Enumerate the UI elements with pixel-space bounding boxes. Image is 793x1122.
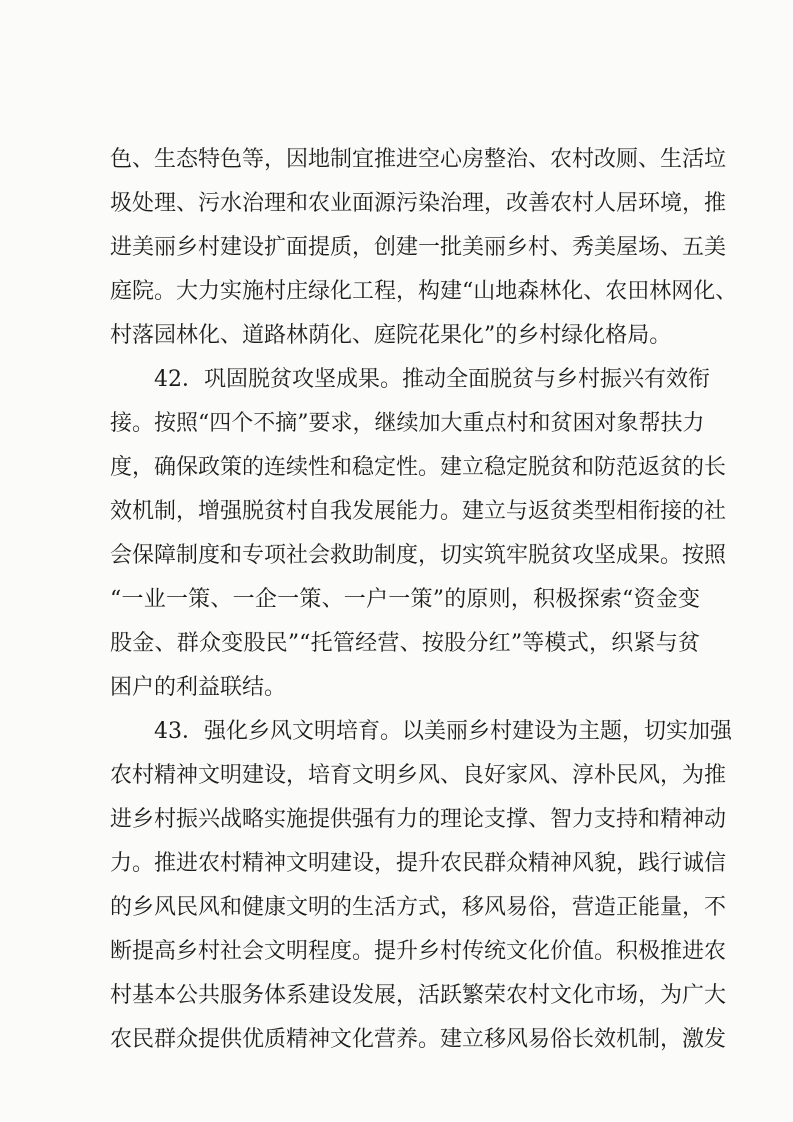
text-line: 接。按照“四个不摘”要求，继续加大重点村和贫困对象帮扶力 [110,411,705,436]
text-line: 的乡风民风和健康文明的生活方式，移风易俗，营造正能量，不 [110,895,727,920]
text-line: 农村精神文明建设，培育文明乡风、良好家风、淳朴民风，为推 [110,763,727,788]
paragraph-heading-43: 43．强化乡风文明培育。以美丽乡村建设为主题，切实加强 [154,719,732,744]
text-line: 村落园林化、道路林荫化、庭院花果化”的乡村绿化格局。 [110,323,672,348]
text-line: 股金、群众变股民”“托管经营、按股分红”等模式，织紧与贫 [110,631,700,656]
text-line: 力。推进农村精神文明建设，提升农民群众精神风貌，践行诚信 [110,851,727,876]
text-line: 庭院。大力实施村庄绿化工程，构建“山地森林化、农田林网化、 [110,279,738,304]
text-line: 会保障制度和专项社会救助制度，切实筑牢脱贫攻坚成果。按照 [110,543,727,568]
text-line: 进乡村振兴战略实施提供强有力的理论支撑、智力支持和精神动 [110,807,727,832]
text-line: 度，确保政策的连续性和稳定性。建立稳定脱贫和防范返贫的长 [110,455,727,480]
text-line: 村基本公共服务体系建设发展，活跃繁荣农村文化市场，为广大 [110,983,727,1008]
text-line: 断提高乡村社会文明程度。提升乡村传统文化价值。积极推进农 [110,939,727,964]
text-line: 困户的利益联结。 [110,675,287,700]
text-line: 进美丽乡村建设扩面提质，创建一批美丽乡村、秀美屋场、五美 [110,235,727,260]
text-line: 效机制，增强脱贫村自我发展能力。建立与返贫类型相衔接的社 [110,499,727,524]
paragraph-heading-42: 42．巩固脱贫攻坚成果。推动全面脱贫与乡村振兴有效衔 [154,367,710,392]
text-line: 圾处理、污水治理和农业面源污染治理，改善农村人居环境，推 [110,191,727,216]
text-line: “一业一策、一企一策、一户一策”的原则，积极探索“资金变 [110,587,700,612]
text-line: 色、生态特色等，因地制宜推进空心房整治、农村改厕、生活垃 [110,147,727,172]
text-line: 农民群众提供优质精神文化营养。建立移风易俗长效机制，激发 [110,1027,727,1052]
